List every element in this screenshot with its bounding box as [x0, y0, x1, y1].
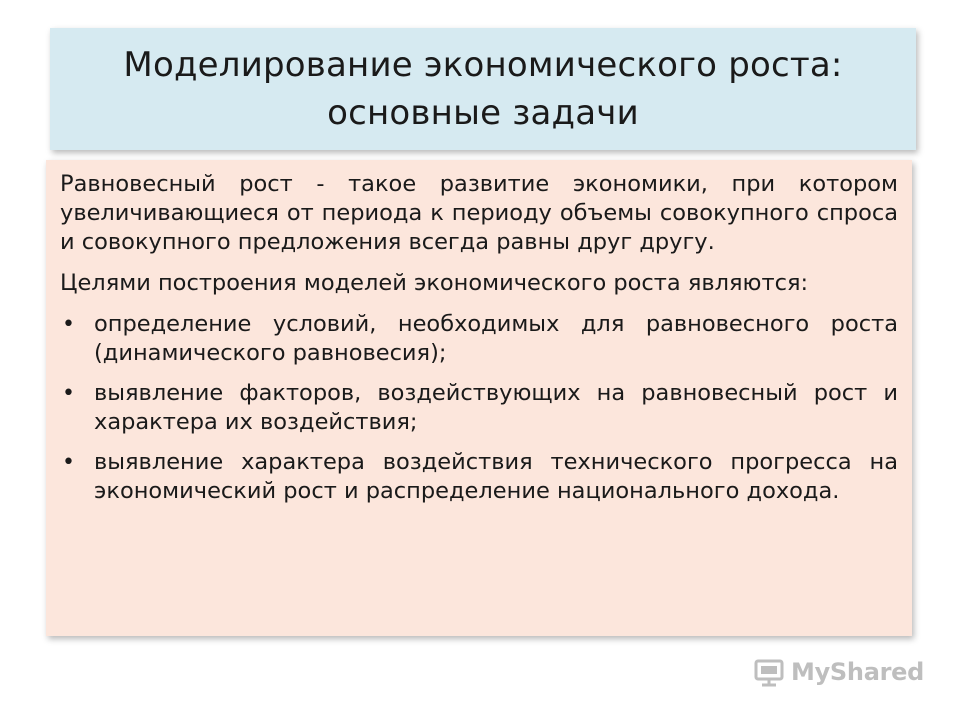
goals-intro-paragraph: Целями построения моделей экономического роста являются: [60, 270, 809, 296]
projector-screen-icon [753, 656, 785, 688]
bullet-icon: • [62, 381, 75, 406]
list-item-text: выявление факторов, воздействующих на равновесный рост и характера их воздействия; [94, 380, 898, 435]
definition-paragraph: Равновесный рост - такое развитие экономики, при котором увеличивающиеся от периода к периоду объемы совокупного спроса и совокупного предложения всегда равны друг другу. [60, 171, 898, 255]
title-line-1: Моделирование экономического роста: [123, 45, 843, 85]
title-line-2: основные задачи [327, 93, 639, 133]
list-item [60, 379, 898, 437]
bullet-icon: • [62, 450, 75, 475]
goals-list [60, 310, 898, 506]
bullet-icon: • [62, 312, 75, 337]
list-item-text: выявление характера воздействия технического прогресса на экономический рост и распределение национального дохода. [94, 449, 898, 504]
list-item [60, 310, 898, 368]
myshared-logo[interactable] [753, 656, 924, 688]
title-box [50, 28, 916, 150]
list-item-text: определение условий, необходимых для равновесного роста (динамического равновесия); [94, 311, 898, 366]
list-item [60, 448, 898, 506]
slide-title [123, 41, 842, 137]
logo-text: MyShared [791, 658, 924, 686]
content-box [46, 160, 912, 636]
